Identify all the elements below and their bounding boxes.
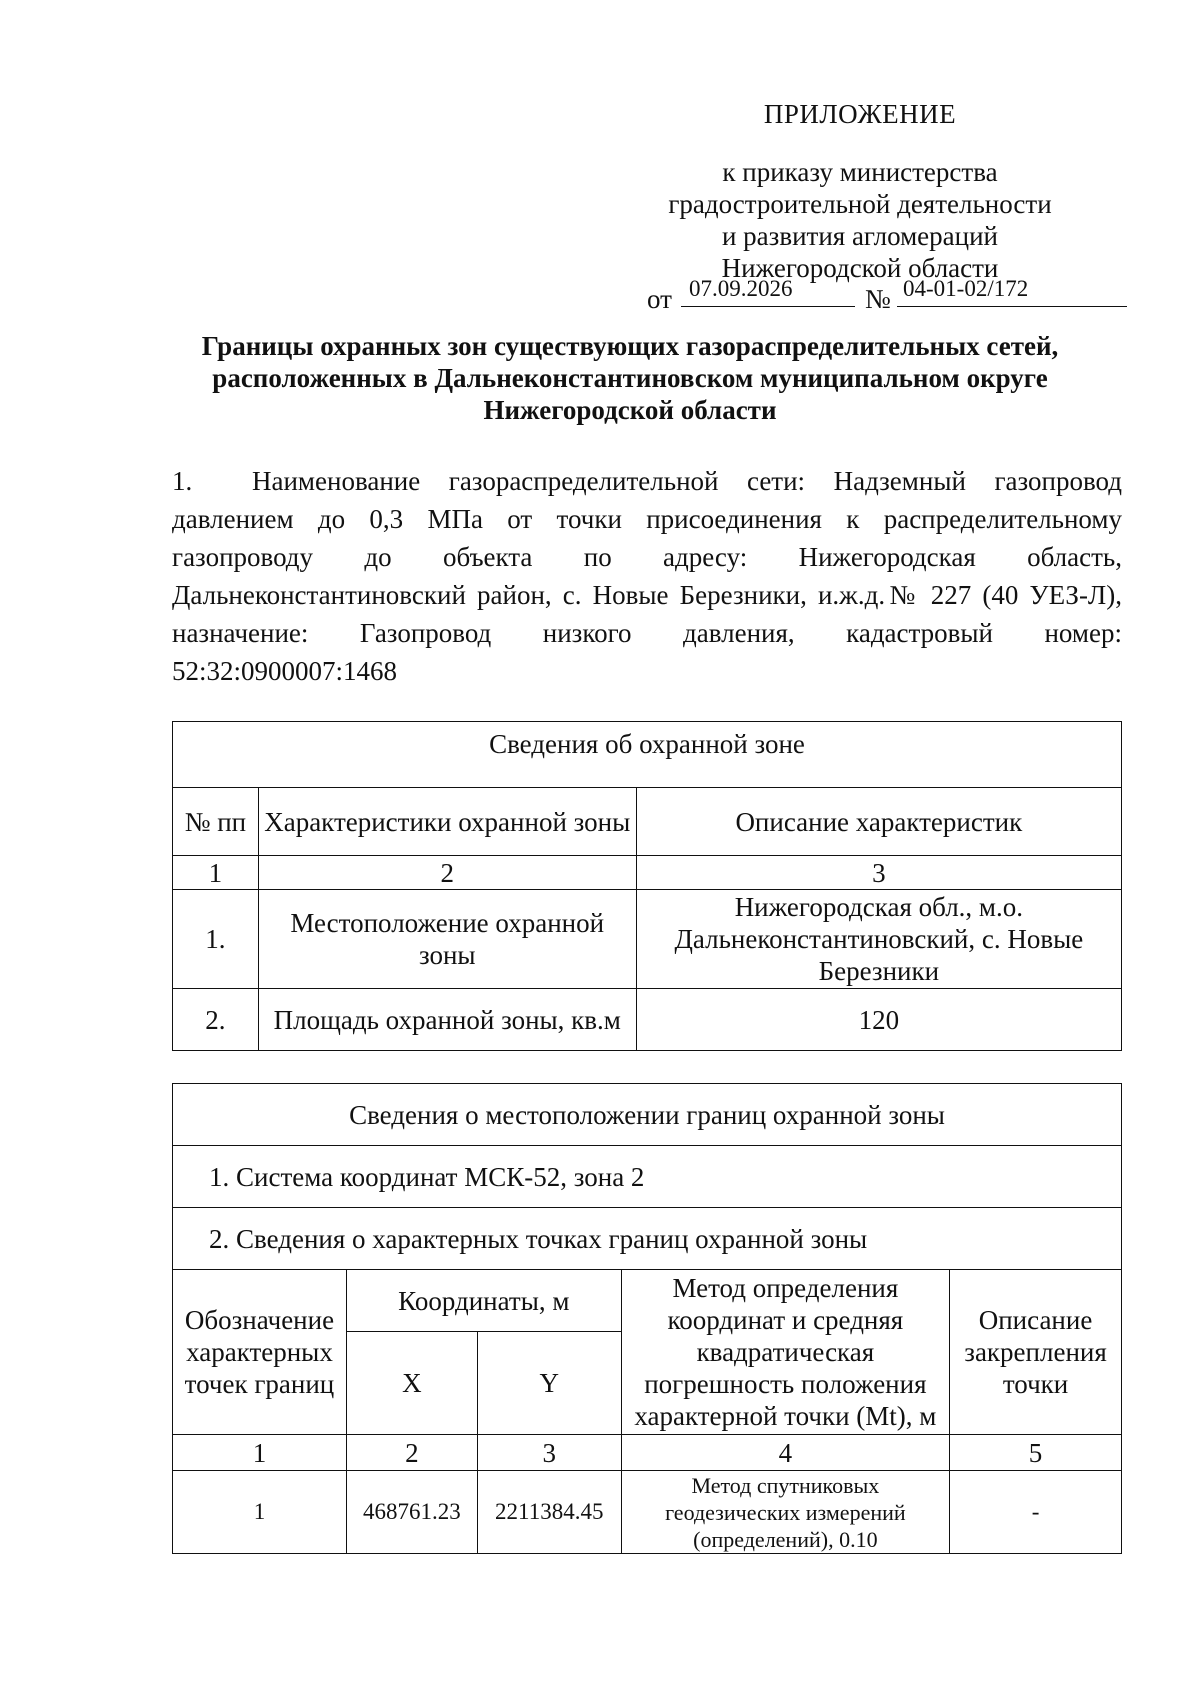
network-description: [172, 462, 1122, 690]
header-cell: Описание характеристик: [636, 788, 1121, 856]
column-number: 2: [258, 856, 636, 890]
header-y: Y: [477, 1332, 621, 1435]
row-value: 120: [636, 989, 1121, 1051]
title-line: расположенных в Дальнеконстантиновском муниципальном округе: [212, 363, 1048, 393]
header-coordinates: Координаты, м: [346, 1270, 621, 1332]
number-label: №: [865, 284, 891, 314]
paragraph-number: 1.: [172, 466, 193, 496]
table-row: [173, 989, 1122, 1051]
protection-zone-table: [172, 721, 1122, 1051]
coordinate-system: 1. Система координат МСК-52, зона 2: [173, 1146, 1122, 1208]
table-row: [173, 1471, 1122, 1554]
appendix-line: Нижегородской области: [721, 253, 999, 283]
method-description: Метод спутниковых геодезических измерений (определений), 0.10: [621, 1471, 949, 1554]
order-date-number: [647, 278, 1127, 312]
table-caption: Сведения об охранной зоне: [173, 722, 1122, 788]
fixing-description: -: [950, 1471, 1122, 1554]
header-cell: Характеристики охранной зоны: [258, 788, 636, 856]
document-title: [140, 330, 1120, 426]
column-number: 5: [950, 1435, 1122, 1471]
header-cell: № пп: [173, 788, 259, 856]
row-number: 2.: [173, 989, 259, 1051]
column-number: 3: [477, 1435, 621, 1471]
date-label: от: [647, 284, 672, 314]
table-row: [173, 890, 1122, 989]
paragraph-text: Наименование газораспределительной сети: Надземный газопровод давлением до 0,3 МПа от точки присоединения к распределительному газопроводу до объекта по адресу: Нижегородская область, Дальнеконстантиновский район, с. Новые Березники, и.ж.д.№ 227 (40 УЕЗ-Л), назначение: Газопровод низкого давления, кадастровый номер: 52:32:0900007:1468: [172, 466, 1122, 686]
header-fixing: Описание закрепления точки: [950, 1270, 1122, 1435]
order-number: 04-01-02/172: [897, 276, 1127, 307]
title-line: Границы охранных зон существующих газораспределительных сетей,: [201, 331, 1059, 361]
column-number: 3: [636, 856, 1121, 890]
header-point: Обозначение характерных точек границ: [173, 1270, 347, 1435]
appendix-title: ПРИЛОЖЕНИЕ: [763, 99, 957, 129]
table-caption: Сведения о местоположении границ охранной зоны: [173, 1084, 1122, 1146]
coordinate-y: 2211384.45: [477, 1471, 621, 1554]
row-name: Площадь охранной зоны, кв.м: [258, 989, 636, 1051]
header-x: X: [346, 1332, 477, 1435]
point-number: 1: [173, 1471, 347, 1554]
column-number: 1: [173, 1435, 347, 1471]
appendix-header: [600, 98, 1120, 284]
column-number: 4: [621, 1435, 949, 1471]
row-name: Местоположение охранной зоны: [258, 890, 636, 989]
points-section-title: 2. Сведения о характерных точках границ охранной зоны: [173, 1208, 1122, 1270]
appendix-line: градостроительной деятельности: [668, 189, 1052, 219]
title-line: Нижегородской области: [483, 395, 777, 425]
appendix-line: к приказу министерства: [722, 157, 998, 187]
row-number: 1.: [173, 890, 259, 989]
coordinate-x: 468761.23: [346, 1471, 477, 1554]
column-number: 1: [173, 856, 259, 890]
column-number: 2: [346, 1435, 477, 1471]
row-value: Нижегородская обл., м.о. Дальнеконстантиновский, с. Новые Березники: [636, 890, 1121, 989]
order-date: 07.09.2026: [681, 276, 855, 307]
appendix-line: и развития агломераций: [721, 221, 998, 251]
header-method: Метод определения координат и средняя квадратическая погрешность положения характерной точки (Mt), м: [621, 1270, 949, 1435]
boundary-location-table: [172, 1083, 1122, 1554]
